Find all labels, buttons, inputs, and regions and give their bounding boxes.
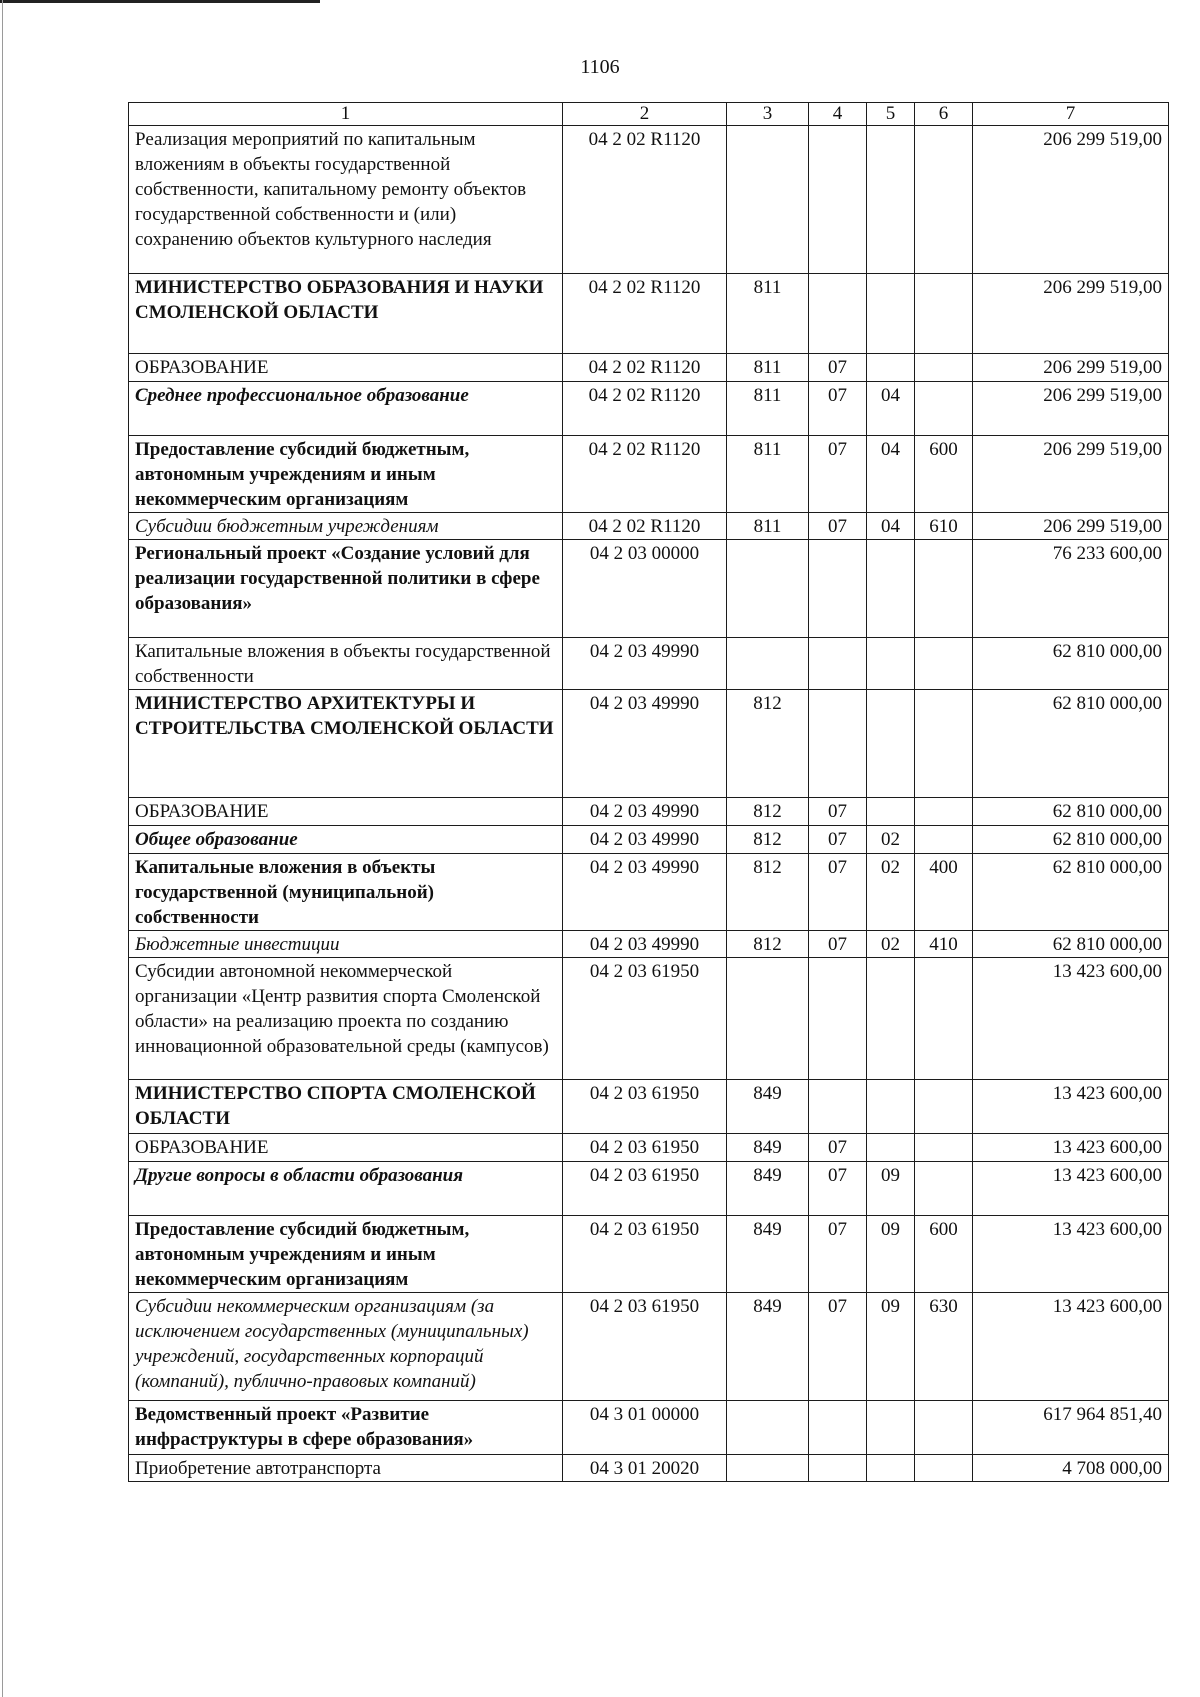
page-number: 1106 (580, 56, 620, 78)
table-row (129, 382, 1169, 436)
section-code-cell (809, 958, 867, 1080)
target-article-cell: 04 2 03 49990 (563, 826, 727, 854)
ministry-code-cell (727, 1455, 809, 1482)
section-code-cell: 07 (809, 1162, 867, 1216)
ministry-code-cell: 812 (727, 931, 809, 958)
row-name-cell: Предоставление субсидий бюджетным, автономным учреждениям и иным некоммерческим организациям (129, 1216, 563, 1293)
header-cell: 1 (129, 103, 563, 126)
expense-type-cell (915, 638, 973, 690)
table-row (129, 1162, 1169, 1216)
ministry-code-cell (727, 958, 809, 1080)
section-code-cell: 07 (809, 1216, 867, 1293)
subsection-code-cell (867, 126, 915, 274)
row-name-cell: Субсидии некоммерческим организациям (за исключением государственных (муниципальных) учреждений, государственных корпораций (компаний), публично-правовых компаний) (129, 1293, 563, 1401)
amount-cell: 13 423 600,00 (973, 958, 1169, 1080)
table-row (129, 1134, 1169, 1162)
section-code-cell (809, 690, 867, 798)
table-row (129, 798, 1169, 826)
header-cell: 5 (867, 103, 915, 126)
row-name-cell: ОБРАЗОВАНИЕ (129, 1134, 563, 1162)
table-row (129, 1080, 1169, 1134)
subsection-code-cell: 04 (867, 382, 915, 436)
amount-cell: 206 299 519,00 (973, 354, 1169, 382)
section-code-cell: 07 (809, 826, 867, 854)
amount-cell: 62 810 000,00 (973, 690, 1169, 798)
row-name-cell: Ведомственный проект «Развитие инфраструктуры в сфере образования» (129, 1401, 563, 1455)
budget-table (128, 102, 1169, 1482)
section-code-cell (809, 638, 867, 690)
left-edge-line (2, 0, 3, 1697)
header-cell: 3 (727, 103, 809, 126)
amount-cell: 13 423 600,00 (973, 1162, 1169, 1216)
row-name-cell: Субсидии автономной некоммерческой организации «Центр развития спорта Смоленской области» на реализацию проекта по созданию инновационной образовательной среды (кампусов) (129, 958, 563, 1080)
subsection-code-cell: 02 (867, 931, 915, 958)
target-article-cell: 04 3 01 20020 (563, 1455, 727, 1482)
expense-type-cell (915, 126, 973, 274)
subsection-code-cell: 09 (867, 1162, 915, 1216)
table-row (129, 513, 1169, 540)
subsection-code-cell (867, 798, 915, 826)
ministry-code-cell (727, 540, 809, 638)
section-code-cell: 07 (809, 513, 867, 540)
amount-cell: 62 810 000,00 (973, 638, 1169, 690)
expense-type-cell: 630 (915, 1293, 973, 1401)
subsection-code-cell: 04 (867, 436, 915, 513)
amount-cell: 617 964 851,40 (973, 1401, 1169, 1455)
row-name-cell: Предоставление субсидий бюджетным, автономным учреждениям и иным некоммерческим организациям (129, 436, 563, 513)
subsection-code-cell: 02 (867, 826, 915, 854)
table-row (129, 1216, 1169, 1293)
target-article-cell: 04 2 03 61950 (563, 1216, 727, 1293)
target-article-cell: 04 2 03 49990 (563, 931, 727, 958)
section-code-cell: 07 (809, 854, 867, 931)
expense-type-cell (915, 690, 973, 798)
row-name-cell: МИНИСТЕРСТВО АРХИТЕКТУРЫ И СТРОИТЕЛЬСТВА СМОЛЕНСКОЙ ОБЛАСТИ (129, 690, 563, 798)
header-cell: 6 (915, 103, 973, 126)
amount-cell: 206 299 519,00 (973, 126, 1169, 274)
target-article-cell: 04 2 03 61950 (563, 1293, 727, 1401)
expense-type-cell (915, 354, 973, 382)
ministry-code-cell: 849 (727, 1216, 809, 1293)
target-article-cell: 04 2 02 R1120 (563, 513, 727, 540)
header-cell: 4 (809, 103, 867, 126)
ministry-code-cell: 849 (727, 1080, 809, 1134)
amount-cell: 13 423 600,00 (973, 1216, 1169, 1293)
amount-cell: 76 233 600,00 (973, 540, 1169, 638)
target-article-cell: 04 2 03 61950 (563, 1080, 727, 1134)
target-article-cell: 04 2 02 R1120 (563, 382, 727, 436)
subsection-code-cell (867, 958, 915, 1080)
ministry-code-cell: 849 (727, 1293, 809, 1401)
target-article-cell: 04 3 01 00000 (563, 1401, 727, 1455)
expense-type-cell (915, 382, 973, 436)
target-article-cell: 04 2 02 R1120 (563, 436, 727, 513)
target-article-cell: 04 2 02 R1120 (563, 354, 727, 382)
table-row (129, 1455, 1169, 1482)
table-row (129, 638, 1169, 690)
expense-type-cell (915, 540, 973, 638)
ministry-code-cell: 811 (727, 274, 809, 354)
row-name-cell: ОБРАЗОВАНИЕ (129, 354, 563, 382)
row-name-cell: Среднее профессиональное образование (129, 382, 563, 436)
table-row (129, 126, 1169, 274)
row-name-cell: Приобретение автотранспорта (129, 1455, 563, 1482)
table-row (129, 854, 1169, 931)
section-code-cell (809, 274, 867, 354)
amount-cell: 206 299 519,00 (973, 513, 1169, 540)
ministry-code-cell: 849 (727, 1162, 809, 1216)
target-article-cell: 04 2 03 49990 (563, 690, 727, 798)
ministry-code-cell: 811 (727, 382, 809, 436)
section-code-cell: 07 (809, 931, 867, 958)
section-code-cell: 07 (809, 1134, 867, 1162)
expense-type-cell (915, 1401, 973, 1455)
amount-cell: 62 810 000,00 (973, 798, 1169, 826)
row-name-cell: Субсидии бюджетным учреждениям (129, 513, 563, 540)
expense-type-cell (915, 1455, 973, 1482)
section-code-cell (809, 540, 867, 638)
subsection-code-cell: 09 (867, 1293, 915, 1401)
table-row (129, 690, 1169, 798)
expense-type-cell (915, 1162, 973, 1216)
ministry-code-cell: 812 (727, 798, 809, 826)
ministry-code-cell: 849 (727, 1134, 809, 1162)
section-code-cell: 07 (809, 382, 867, 436)
row-name-cell: Реализация мероприятий по капитальным вложениям в объекты государственной собственности, капитальному ремонту объектов государственной собственности и (или) сохранению объектов культурного наследия (129, 126, 563, 274)
amount-cell: 206 299 519,00 (973, 274, 1169, 354)
row-name-cell: ОБРАЗОВАНИЕ (129, 798, 563, 826)
target-article-cell: 04 2 03 61950 (563, 1162, 727, 1216)
amount-cell: 206 299 519,00 (973, 436, 1169, 513)
ministry-code-cell: 811 (727, 513, 809, 540)
section-code-cell: 07 (809, 1293, 867, 1401)
row-name-cell: Общее образование (129, 826, 563, 854)
amount-cell: 62 810 000,00 (973, 826, 1169, 854)
section-code-cell (809, 1080, 867, 1134)
table-row (129, 436, 1169, 513)
section-code-cell (809, 1401, 867, 1455)
table-row (129, 354, 1169, 382)
amount-cell: 13 423 600,00 (973, 1134, 1169, 1162)
expense-type-cell (915, 958, 973, 1080)
target-article-cell: 04 2 03 49990 (563, 854, 727, 931)
expense-type-cell: 600 (915, 1216, 973, 1293)
target-article-cell: 04 2 03 00000 (563, 540, 727, 638)
header-cell: 2 (563, 103, 727, 126)
subsection-code-cell: 04 (867, 513, 915, 540)
ministry-code-cell: 811 (727, 354, 809, 382)
expense-type-cell (915, 1134, 973, 1162)
amount-cell: 4 708 000,00 (973, 1455, 1169, 1482)
row-name-cell: Региональный проект «Создание условий для реализации государственной политики в сфере образования» (129, 540, 563, 638)
table-row (129, 1293, 1169, 1401)
table-row (129, 931, 1169, 958)
expense-type-cell (915, 826, 973, 854)
row-name-cell: МИНИСТЕРСТВО СПОРТА СМОЛЕНСКОЙ ОБЛАСТИ (129, 1080, 563, 1134)
expense-type-cell: 400 (915, 854, 973, 931)
section-code-cell: 07 (809, 798, 867, 826)
subsection-code-cell (867, 690, 915, 798)
ministry-code-cell (727, 126, 809, 274)
section-code-cell: 07 (809, 436, 867, 513)
table-row (129, 826, 1169, 854)
ministry-code-cell: 812 (727, 854, 809, 931)
amount-cell: 13 423 600,00 (973, 1293, 1169, 1401)
subsection-code-cell (867, 540, 915, 638)
subsection-code-cell (867, 638, 915, 690)
row-name-cell: Бюджетные инвестиции (129, 931, 563, 958)
expense-type-cell (915, 1080, 973, 1134)
subsection-code-cell (867, 1134, 915, 1162)
row-name-cell: Капитальные вложения в объекты государственной (муниципальной) собственности (129, 854, 563, 931)
subsection-code-cell: 02 (867, 854, 915, 931)
top-edge-line (0, 0, 320, 3)
target-article-cell: 04 2 03 49990 (563, 798, 727, 826)
ministry-code-cell: 812 (727, 690, 809, 798)
target-article-cell: 04 2 03 49990 (563, 638, 727, 690)
header-cell: 7 (973, 103, 1169, 126)
expense-type-cell: 600 (915, 436, 973, 513)
target-article-cell: 04 2 03 61950 (563, 1134, 727, 1162)
expense-type-cell: 410 (915, 931, 973, 958)
target-article-cell: 04 2 02 R1120 (563, 126, 727, 274)
target-article-cell: 04 2 02 R1120 (563, 274, 727, 354)
section-code-cell (809, 1455, 867, 1482)
section-code-cell (809, 126, 867, 274)
expense-type-cell (915, 274, 973, 354)
subsection-code-cell: 09 (867, 1216, 915, 1293)
header-row (129, 103, 1169, 126)
amount-cell: 206 299 519,00 (973, 382, 1169, 436)
subsection-code-cell (867, 274, 915, 354)
target-article-cell: 04 2 03 61950 (563, 958, 727, 1080)
amount-cell: 13 423 600,00 (973, 1080, 1169, 1134)
subsection-code-cell (867, 354, 915, 382)
amount-cell: 62 810 000,00 (973, 854, 1169, 931)
table-row (129, 274, 1169, 354)
amount-cell: 62 810 000,00 (973, 931, 1169, 958)
row-name-cell: Капитальные вложения в объекты государственной собственности (129, 638, 563, 690)
subsection-code-cell (867, 1080, 915, 1134)
row-name-cell: МИНИСТЕРСТВО ОБРАЗОВАНИЯ И НАУКИ СМОЛЕНСКОЙ ОБЛАСТИ (129, 274, 563, 354)
ministry-code-cell: 811 (727, 436, 809, 513)
expense-type-cell (915, 798, 973, 826)
table-row (129, 540, 1169, 638)
table-row (129, 958, 1169, 1080)
section-code-cell: 07 (809, 354, 867, 382)
expense-type-cell: 610 (915, 513, 973, 540)
ministry-code-cell (727, 638, 809, 690)
ministry-code-cell (727, 1401, 809, 1455)
table-row (129, 1401, 1169, 1455)
ministry-code-cell: 812 (727, 826, 809, 854)
row-name-cell: Другие вопросы в области образования (129, 1162, 563, 1216)
subsection-code-cell (867, 1401, 915, 1455)
subsection-code-cell (867, 1455, 915, 1482)
